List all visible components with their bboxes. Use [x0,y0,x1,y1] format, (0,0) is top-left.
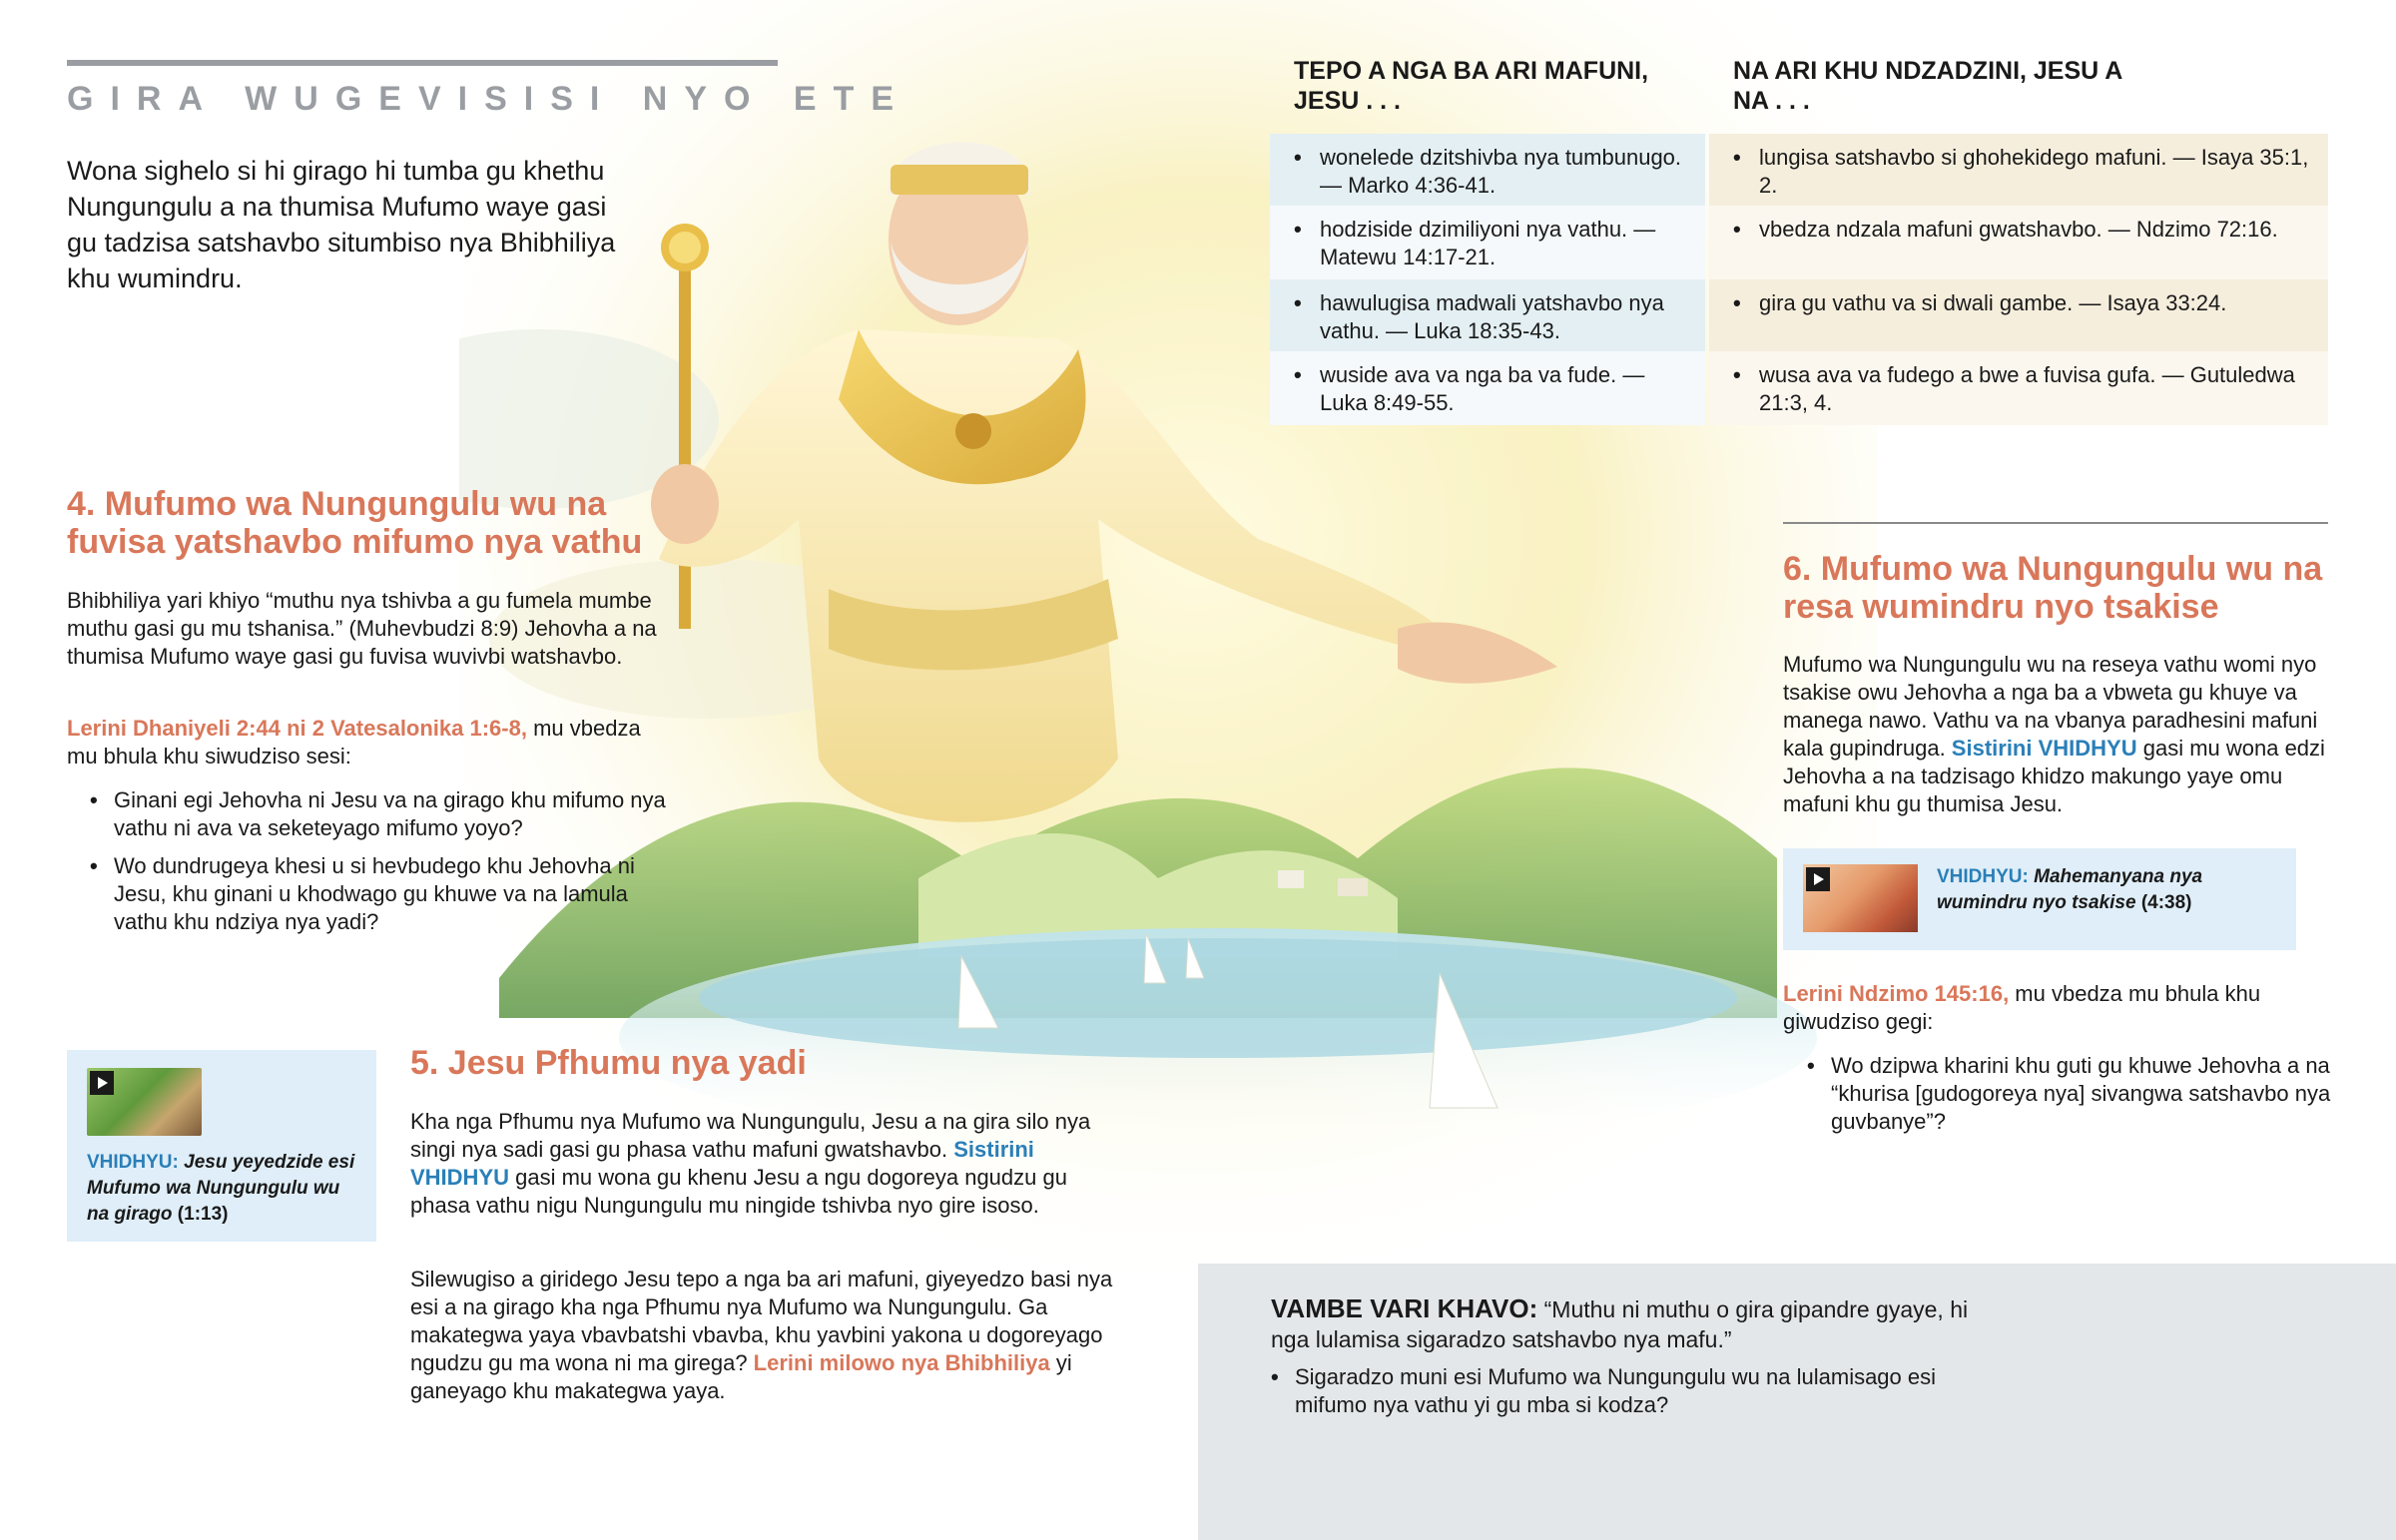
section-6-body [1783,651,2352,818]
watch-video-link[interactable]: Sistirini VHIDHYU [1951,736,2137,761]
section-6-body-text: Mufumo wa Nungungulu wu na reseya vathu womi nyo tsakise owu Jehovha a nga ba a vbweta gu khuye va manega nawo. Vathu va na vbanya paradhesini mafuni kala gupindruga. [1783,652,2318,761]
some-say-questions [1271,1363,1970,1429]
section-4-body: Bhibhiliya yari khiyo “muthu nya tshivba a gu fumela mumbe muthu gasi gu mu tshanisa.” (Muhevbudzi 8:9) Jehovha a na thumisa Mufumo waye gasi gu fuvisa wuvivbi watshavbo. [67,588,657,669]
video-thumbnail[interactable] [1803,864,1918,932]
play-icon[interactable] [90,1071,114,1095]
section-6-read-rest: mu vbedza mu bhula khu giwudziso gegi: [1783,981,2261,1034]
section-5-p2-text: Silewugiso a giridego Jesu tepo a nga ba ari mafuni, giyeyedzo basi nya esi a na girago kha nga Pfhumu nya Mufumo wa Nungungulu. Ga makategwa yaya vbavbatshi vbavba, khu yavbini yakona u dogoreyago ngudzu gu ma wona ni ma girega? [410,1267,1113,1375]
section-6-questions [1807,1052,2346,1146]
video-duration: (1:13) [172,1204,229,1225]
some-say-quote-text: “Muthu ni muthu o gira gipandre gyaye, hi nga lulamisa sigaradzo satshavbo nya mafu.” [1271,1296,1969,1352]
question-item: • Wo dundrugeya khesi u si hevbudego khu Jehovha ni Jesu, khu ginani u khodwago gu khuwe va na lamula vathu khu ndziya nya yadi? [90,852,669,936]
section-6-rule [1783,522,2328,524]
section-4-title: 4. Mufumo wa Nungungulu wu na fuvisa yatshavbo mifumo nya vathu [67,485,643,561]
section-5-title: 5. Jesu Pfhumu nya yadi [410,1044,807,1082]
section-5-p1-text: Kha nga Pfhumu nya Mufumo wa Nungungulu, Jesu a na gira silo nya singi nya sadi gasi gu phasa vathu mafuni gwatshavbo. [410,1109,1091,1162]
table-cell: • hawulugisa madwali yatshavbo nya vathu. — Luka 18:35-43. [1270,279,1705,351]
video-card-paradise[interactable] [1783,848,2296,950]
section-4-scripture-link[interactable]: Lerini Dhaniyeli 2:44 ni 2 Vatesalonika 1:6-8, [67,716,527,741]
some-say-label: VAMBE VARI KHAVO: [1271,1293,1538,1323]
table-column-heading-earth: TEPO A NGA BA ARI MAFUNI, JESU . . . [1294,57,1649,115]
some-say-box [1198,1264,2396,1540]
section-4-read-rest: mu vbedza mu bhula khu siwudziso sesi: [67,716,641,769]
video-duration: (4:38) [2135,892,2192,913]
table-cell: • lungisa satshavbo si ghohekidego mafuni. — Isaya 35:1, 2. [1709,134,2328,206]
section-6-scripture-link[interactable]: Lerini Ndzimo 145:16, [1783,981,2010,1006]
table-cell: • wuside ava va nga ba va fude. — Luka 8:49-55. [1270,351,1705,425]
table-cell: • wusa ava va fudego a bwe a fuvisa gufa. — Gutuledwa 21:3, 4. [1709,351,2328,425]
video-label: VHIDHYU: [1937,866,2029,887]
table-cell: • vbedza ndzala mafuni gwatshavbo. — Ndzimo 72:16. [1709,206,2328,279]
section-6-title: 6. Mufumo wa Nungungulu wu na resa wumindru nyo tsakise [1783,550,2323,626]
section-5-paragraph-1 [410,1108,1109,1220]
video-label: VHIDHYU: [87,1152,179,1173]
video-title: Jesu yeyedzide esi Mufumo wa Nungungulu wu na girago [87,1152,355,1225]
table-column-heading-kingdom: NA ARI KHU NDZADZINI, JESU A NA . . . [1733,57,2122,115]
table-cell: • wonelede dzitshivba nya tumbunugo. — Marko 4:36-41. [1270,134,1705,206]
table-cell: • gira gu vathu va si dwali gambe. — Isaya 33:24. [1709,279,2328,351]
bible-verses-link[interactable]: Lerini milowo nya Bhibhiliya [753,1350,1050,1375]
section-6-body-rest: gasi mu wona edzi Jehovha a na tadzisago khidzo makungo yaye omu mafuni khu gu thumisa Jesu. [1783,736,2325,816]
watch-video-link[interactable]: Sistirini VHIDHYU [410,1137,1034,1190]
table-cell: • hodziside dzimiliyoni nya vathu. — Matewu 14:17-21. [1270,206,1705,279]
intro-text: Wona sighelo si hi girago hi tumba gu khethu Nungungulu a na thumisa Mufumo waye gasi gu tadzisa satshavbo situmbiso nya Bhibhiliya khu wumindru. [67,156,616,293]
some-say-quote [1271,1293,1970,1354]
top-rule [67,60,778,66]
video-card-jesus-showed[interactable] [67,1050,376,1242]
question-item: • Sigaradzo muni esi Mufumo wa Nungungulu wu na lulamisago esi mifumo nya vathu yi gu mba si kodza? [1271,1363,1970,1419]
video-caption [1937,864,2276,916]
video-thumbnail[interactable] [87,1068,202,1136]
play-icon[interactable] [1806,867,1830,891]
page-heading: GIRA WUGEVISISI NYO ETE [67,80,911,118]
question-item: • Ginani egi Jehovha ni Jesu va na girago khu mifumo nya vathu ni ava va seketeyago mifumo yoyo? [90,786,669,842]
video-title: Mahemanyana nya wumindru nyo tsakise [1937,866,2203,913]
section-5-p2-rest: yi ganeyago khu makategwa yaya. [410,1350,1072,1403]
section-4-read-instruction [67,715,666,770]
section-4-questions [90,786,669,946]
question-item: • Wo dzipwa kharini khu guti gu khuwe Jehovha a na “khurisa [gudogoreya nya] sivangwa satshavbo nya guvbanye”? [1807,1052,2346,1136]
video-caption [87,1150,356,1228]
section-6-read-instruction [1783,980,2342,1036]
section-5-p1-rest: gasi mu wona gu khenu Jesu a ngu dogoreya ngudzu gu phasa vathu nigu Nungungulu mu ningide tshivba nyo gire isoso. [410,1165,1067,1218]
section-5-paragraph-2 [410,1266,1129,1405]
